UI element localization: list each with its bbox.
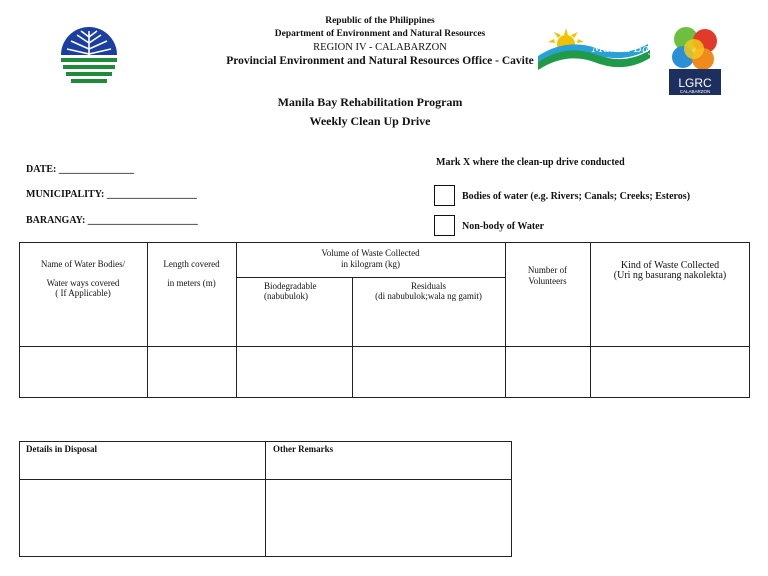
header-volunteers-a: Number of <box>527 265 568 275</box>
input-volunteers[interactable] <box>506 347 589 397</box>
header-department: Department of Environment and Natural Resources <box>274 29 486 39</box>
lgrc-logo-text: LGRC <box>678 76 712 90</box>
non-body-water-checkbox[interactable] <box>434 215 455 236</box>
water-bodies-label: Bodies of water (e.g. Rivers; Canals; Creeks; Esteros) <box>462 191 691 202</box>
date-field[interactable]: DATE: _______________ <box>26 164 134 175</box>
input-kind-waste[interactable] <box>591 347 749 397</box>
header-other-remarks: Other Remarks <box>273 444 334 454</box>
header-length-a: Length covered <box>163 259 220 269</box>
input-details-disposal[interactable] <box>20 480 264 556</box>
barangay-field[interactable]: BARANGAY: ______________________ <box>26 215 198 226</box>
program-title: Manila Bay Rehabilitation Program <box>277 95 463 109</box>
header-water-bodies-b: Water ways covered <box>46 278 120 288</box>
header-volume-a: Volume of Waste Collected <box>321 248 420 258</box>
input-length[interactable] <box>148 347 235 397</box>
lgrc-logo-subtext: CALABARZON <box>679 89 711 94</box>
input-other-remarks[interactable] <box>266 480 511 556</box>
program-subtitle: Weekly Clean Up Drive <box>309 114 431 128</box>
input-biodegradable[interactable] <box>237 347 351 397</box>
input-residuals[interactable] <box>353 347 504 397</box>
denr-logo <box>57 25 121 85</box>
header-residuals-a: Residuals <box>411 281 446 291</box>
lgrc-logo <box>667 21 723 96</box>
manila-bay-logo <box>536 28 652 78</box>
municipality-field[interactable]: MUNICIPALITY: __________________ <box>26 189 197 200</box>
header-region: REGION IV - CALABARZON <box>313 42 447 53</box>
checklist-instruction: Mark X where the clean-up drive conducted <box>436 157 625 168</box>
header-republic: Republic of the Philippines <box>325 16 435 26</box>
header-biodegradable-a: Biodegradable <box>264 281 317 291</box>
header-kind-waste-b: (Uri ng basurang nakolekta) <box>613 270 727 281</box>
header-penro: Provincial Environment and Natural Resources Office - Cavite <box>226 55 534 67</box>
water-bodies-checkbox[interactable] <box>434 185 455 206</box>
non-body-water-label: Non-body of Water <box>462 221 545 232</box>
header-water-bodies-c: ( If Applicable) <box>55 288 111 298</box>
header-volunteers-b: Volunteers <box>528 276 567 286</box>
header-residuals-b: (di nabubulok;wala ng gamit) <box>375 291 482 301</box>
header-volume-b: in kilogram (kg) <box>341 259 400 269</box>
input-water-bodies[interactable] <box>20 347 146 397</box>
header-length-b: in meters (m) <box>167 278 216 288</box>
header-details-disposal: Details in Disposal <box>26 444 98 454</box>
manila-bay-logo-text: Manila Bay <box>592 42 652 55</box>
header-biodegradable-b: (nabubulok) <box>264 291 308 301</box>
header-water-bodies-a: Name of Water Bodies/ <box>40 259 126 269</box>
header-kind-waste-a: Kind of Waste Collected <box>620 260 720 271</box>
